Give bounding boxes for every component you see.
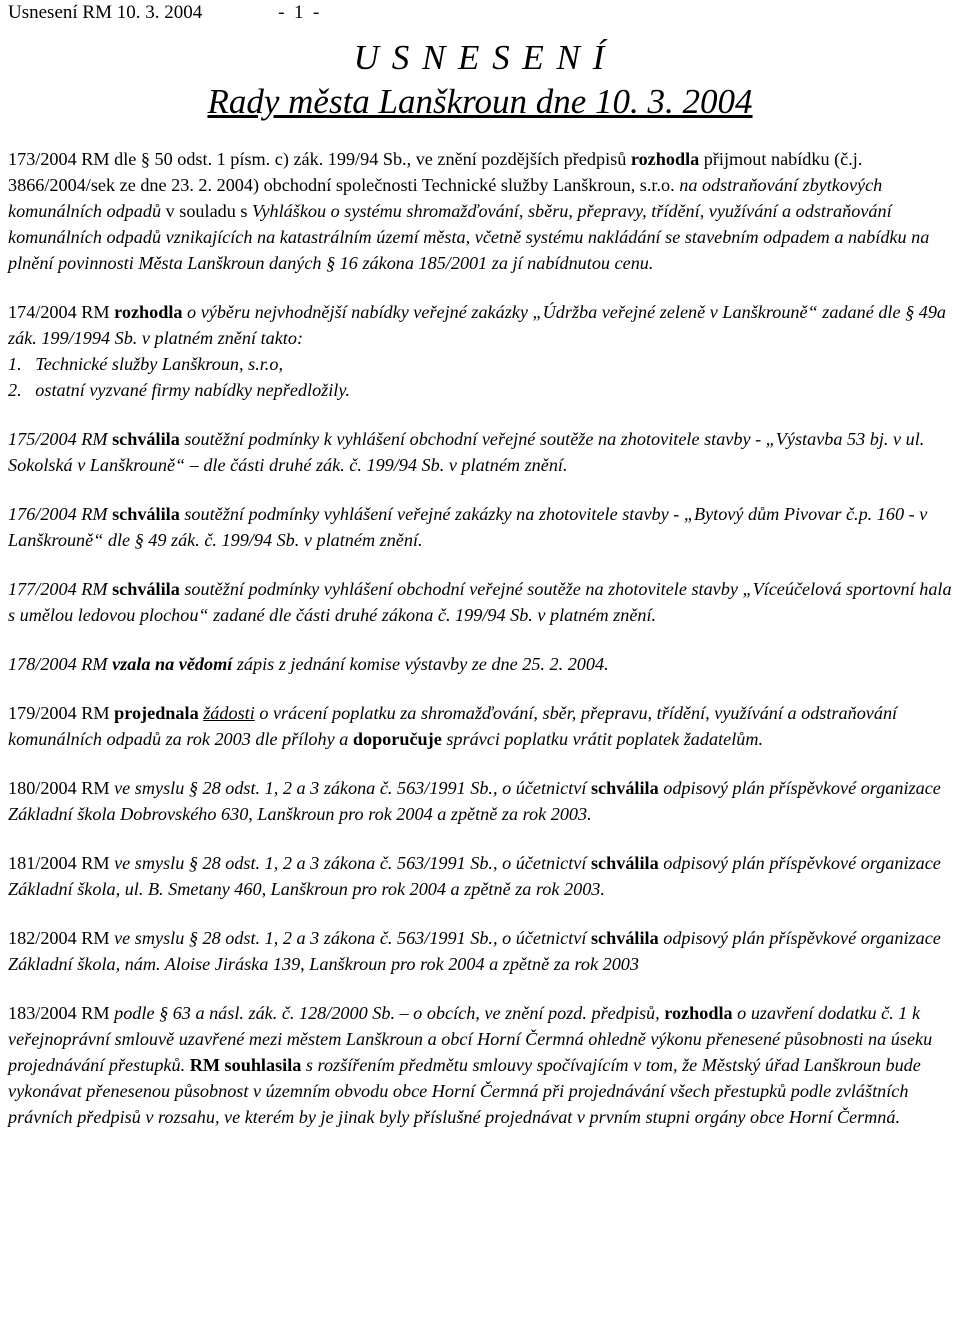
text-run: projednala [114,703,199,723]
resolution-177 [8,576,952,628]
document-title: U S N E S E N Í [353,38,607,77]
text-run: o vrácení poplatku za shromažďování, sběr, přepravu, třídění, využívání a odstraňování komunálních odpadů za rok 2003 dle přílohy a [8,703,898,749]
resolution-text [8,426,952,478]
text-run: podle § 63 a násl. zák. č. 128/2000 Sb. – o obcích, ve znění pozd. předpisů, [114,1003,665,1023]
resolution-text [8,925,952,977]
list-item: 2. ostatní vyzvané firmy nabídky nepředložily. [8,380,350,400]
text-run: RM souhlasila [189,1055,302,1075]
resolution-text [8,775,952,827]
text-run: soutěžní podmínky k vyhlášení obchodní veřejné soutěže na zhotovitele stavby - „Výstavba 53 bj. v ul. Sokolská v Lanškrouně“ – dle části druhé zák. č. 199/94 Sb. v platném znění. [8,429,925,475]
resolution-176 [8,501,952,553]
text-run: 182/2004 RM [8,928,115,948]
resolution-183 [8,1000,952,1130]
text-run: ve smyslu § 28 odst. 1, 2 a 3 zákona č. 563/1991 Sb., o účetnictví [114,928,591,948]
text-run: v souladu s [161,201,252,221]
resolution-182 [8,925,952,977]
document-subtitle: Rady města Lanškroun dne 10. 3. 2004 [207,82,753,121]
text-run: zápis z jednání komise výstavby ze dne 25. 2. 2004. [232,654,609,674]
text-run: 181/2004 RM [8,853,115,873]
text-run: odpisový plán příspěvkové organizace Základní škola Dobrovského 630, Lanškroun pro rok 2004 a zpětně za rok 2003. [8,778,941,824]
list-item: 1. Technické služby Lanškroun, s.r.o, [8,354,283,374]
text-run: na odstraňování zbytkových komunálních odpadů [8,175,883,221]
text-run: o výběru nejvhodnější nabídky veřejné zakázky „Údržba veřejné zeleně v Lanškrouně“ zadané dle § 49a zák. 199/1994 Sb. v platném znění takto: [8,302,947,348]
text-run: odpisový plán příspěvkové organizace Základní škola, nám. Aloise Jiráska 139, Lanškroun pro rok 2004 a zpětně za rok 2003 [8,928,941,974]
text-run: schválila [590,928,659,948]
text-run: odpisový plán příspěvkové organizace Základní škola, ul. B. Smetany 460, Lanškroun pro rok 2004 a zpětně za rok 2003. [8,853,941,899]
resolution-text [8,146,952,276]
running-head: Usnesení RM 10. 3. 2004 - 1 - [8,2,320,23]
text-run: doporučuje [352,729,442,749]
text-run: soutěžní podmínky vyhlášení veřejné zakázky na zhotovitele stavby - „Bytový dům Pivovar č.p. 160 - v Lanškrouně“ dle § 49 zák. č. 199/94 Sb. v platném znění. [8,504,928,550]
text-run: přijmout nabídku (č.j. 3866/2004/sek ze dne 23. 2. 2004) obchodní společnosti Technické služby Lanškroun, s.r.o. [8,149,863,195]
text-run: rozhodla [664,1003,733,1023]
text-run: vzala na vědomí [112,654,233,674]
resolution-178 [8,651,952,677]
text-run: 183/2004 RM [8,1003,115,1023]
text-run: schválila [112,504,180,524]
text-run: 177/2004 RM [8,579,113,599]
text-run: 179/2004 RM [8,703,115,723]
text-run: rozhodla [630,149,700,169]
text-run: soutěžní podmínky vyhlášení obchodní veřejné soutěže na zhotovitele stavby „Víceúčelová sportovní hala s umělou ledovou plochou“ zadané dle části druhé zákona č. 199/94 Sb. v platném znění. [8,579,952,625]
text-run: žádosti [203,703,255,723]
text-run: 175/2004 RM [8,429,113,449]
text-run: Vyhláškou o systému shromažďování, sběru, přepravy, třídění, využívání a odstraňování komunálních odpadů vznikajících na katastrálním území města, včetně systému nakládání se stavebním odpadem a nabídku na plnění povinnosti Města Lanškroun daných § 16 zákona 185/2001 za jí nabídnutou cenu. [8,201,930,273]
resolutions-list [8,146,952,1153]
resolution-180 [8,775,952,827]
resolution-175 [8,426,952,478]
resolution-173 [8,146,952,276]
resolution-text [8,700,952,752]
text-run: schválila [590,778,659,798]
text-run: schválila [112,579,180,599]
text-run: rozhodla [114,302,183,322]
resolution-174 [8,299,952,403]
text-run: schválila [590,853,659,873]
resolution-text [8,501,952,553]
resolution-text [8,576,952,628]
resolution-text [8,299,952,351]
text-run: 174/2004 RM [8,302,115,322]
text-run: 176/2004 RM [8,504,113,524]
resolution-179 [8,700,952,752]
text-run: 173/2004 RM dle § 50 odst. 1 písm. c) zák. 199/94 Sb., ve znění pozdějších předpisů [8,149,631,169]
resolution-text [8,651,952,677]
text-run: 178/2004 RM [8,654,113,674]
text-run: s rozšířením předmětu smlouvy spočívajícím v tom, že Městský úřad Lanškroun bude vykonávat přenesenou působnost v územním obvodu obce Horní Čermná při projednávání všech přestupků podle zvláštních právních předpisů v rozsahu, ve kterém by je jinak byly příslušné projednávat v prvním stupni orgány obce Horní Čermná. [8,1055,921,1127]
text-run: o uzavření dodatku č. 1 k veřejnoprávní smlouvě uzavřené mezi městem Lanškroun a obcí Horní Čermná ohledně výkonu přenesené působnosti na úseku projednávání přestupků. [8,1003,933,1075]
resolution-text [8,1000,952,1130]
text-run: ve smyslu § 28 odst. 1, 2 a 3 zákona č. 563/1991 Sb., o účetnictví [114,778,591,798]
text-run: schválila [112,429,180,449]
text-run: 180/2004 RM [8,778,115,798]
text-run: správci poplatku vrátit poplatek žadatelům. [441,729,764,749]
resolution-text [8,850,952,902]
text-run: ve smyslu § 28 odst. 1, 2 a 3 zákona č. 563/1991 Sb., o účetnictví [114,853,591,873]
resolution-181 [8,850,952,902]
